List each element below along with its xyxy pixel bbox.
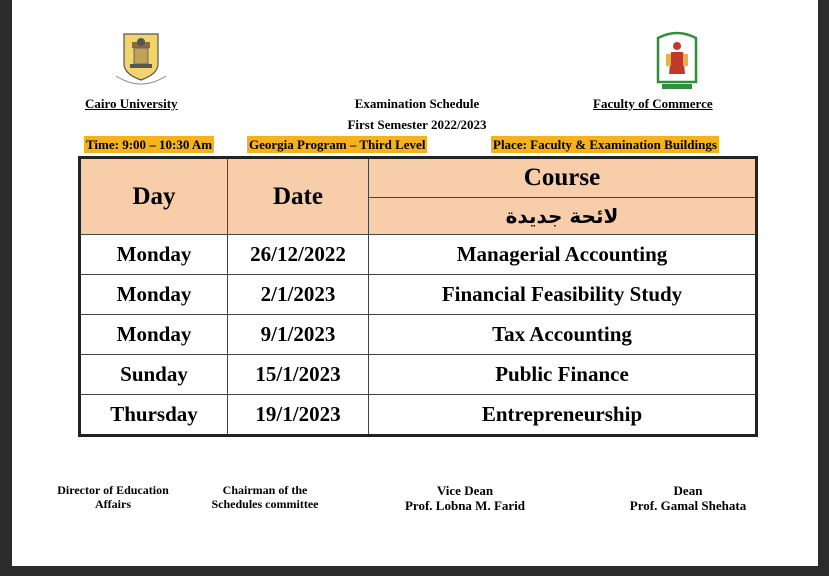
semester-label: First Semester 2022/2023 — [347, 117, 487, 132]
table-header-row — [80, 158, 757, 198]
university-name: Cairo University — [85, 96, 178, 111]
schedule-title: Examination Schedule — [354, 96, 480, 111]
cell-course: Managerial Accounting — [369, 235, 757, 275]
signature-vice-dean — [382, 483, 548, 513]
table-row — [80, 315, 757, 355]
vice-dean-name: Prof. Lobna M. Farid — [404, 498, 525, 513]
exam-time — [84, 137, 214, 153]
cell-course: Financial Feasibility Study — [369, 275, 757, 315]
table-row — [80, 235, 757, 275]
director-title-line1: Director of Education — [57, 483, 169, 497]
table-row — [80, 355, 757, 395]
cell-course: Entrepreneurship — [369, 395, 757, 436]
cell-date: 2/1/2023 — [228, 275, 369, 315]
document-page — [12, 0, 818, 566]
vice-dean-title: Vice Dean — [436, 483, 494, 498]
faculty-name: Faculty of Commerce — [593, 96, 713, 111]
director-title-line2: Affairs — [95, 497, 131, 511]
exam-place-text: Place: Faculty & Examination Buildings — [493, 137, 717, 152]
chairman-title-line1: Chairman of the — [222, 483, 308, 497]
dean-name: Prof. Gamal Shehata — [629, 498, 747, 513]
cell-day: Sunday — [80, 355, 228, 395]
cell-date: 19/1/2023 — [228, 395, 369, 436]
cell-date: 26/12/2022 — [228, 235, 369, 275]
program-text: Georgia Program – Third Level — [249, 137, 426, 152]
dean-title: Dean — [673, 483, 703, 498]
cell-day: Monday — [80, 275, 228, 315]
cell-course: Public Finance — [369, 355, 757, 395]
header-date: Date — [228, 158, 369, 235]
faculty-of-commerce-logo — [652, 30, 702, 92]
cell-day: Thursday — [80, 395, 228, 436]
signature-chairman — [200, 483, 330, 511]
cell-day: Monday — [80, 235, 228, 275]
signature-director — [48, 483, 178, 511]
header-course: Course — [369, 158, 757, 198]
header-day: Day — [80, 158, 228, 235]
chairman-title-line2: Schedules committee — [211, 497, 319, 511]
table-row — [80, 395, 757, 436]
header-course-regulation: لائحة جديدة — [369, 198, 757, 235]
program-label — [247, 137, 427, 153]
cell-course: Tax Accounting — [369, 315, 757, 355]
exam-time-text: Time: 9:00 – 10:30 Am — [86, 137, 213, 152]
signature-dean — [608, 483, 768, 513]
exam-schedule-table — [78, 156, 758, 437]
exam-place — [491, 137, 719, 153]
cell-date: 9/1/2023 — [228, 315, 369, 355]
cairo-university-logo — [110, 30, 172, 92]
table-row — [80, 275, 757, 315]
cell-day: Monday — [80, 315, 228, 355]
cell-date: 15/1/2023 — [228, 355, 369, 395]
